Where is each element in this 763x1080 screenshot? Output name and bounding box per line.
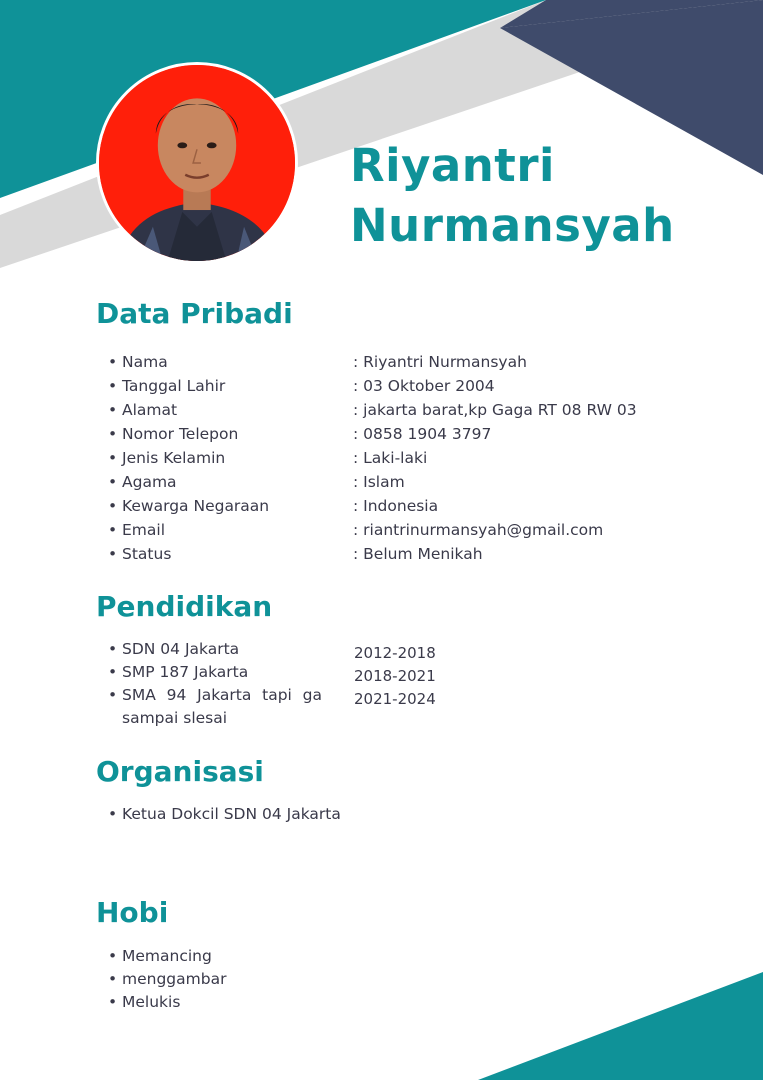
section-title-education: Pendidikan xyxy=(96,590,273,623)
personal-value-name: : Riyantri Nurmansyah xyxy=(353,353,527,371)
personal-value-address: : jakarta barat,kp Gaga RT 08 RW 03 xyxy=(353,401,637,419)
personal-value-birthdate: : 03 Oktober 2004 xyxy=(353,377,495,395)
personal-label-citizenship: • Kewarga Negaraan xyxy=(122,494,269,518)
education-year-smp: 2018-2021 xyxy=(354,667,436,685)
education-year-sd: 2012-2018 xyxy=(354,644,436,662)
person-illustration xyxy=(99,65,295,261)
section-title-personal: Data Pribadi xyxy=(96,297,293,330)
education-item-smp: • SMP 187 Jakarta xyxy=(122,661,322,684)
education-item-sd: • SDN 04 Jakarta xyxy=(122,638,322,661)
hobby-item: • Melukis xyxy=(122,990,180,1014)
personal-label-phone: • Nomor Telepon xyxy=(122,422,238,446)
personal-value-religion: : Islam xyxy=(353,473,405,491)
hobby-item: • menggambar xyxy=(122,967,226,991)
personal-label-status: • Status xyxy=(122,542,171,566)
personal-label-name: • Nama xyxy=(122,350,168,374)
education-item-sma: • SMA 94 Jakarta tapi ga sampai slesai xyxy=(122,684,322,730)
personal-value-status: : Belum Menikah xyxy=(353,545,483,563)
profile-photo xyxy=(96,62,298,264)
personal-value-email: : riantrinurmansyah@gmail.com xyxy=(353,521,604,539)
personal-value-citizenship: : Indonesia xyxy=(353,497,439,515)
full-name-heading xyxy=(350,136,675,256)
personal-value-gender: : Laki-laki xyxy=(353,449,428,467)
personal-label-email: • Email xyxy=(122,518,165,542)
last-name: Nurmansyah xyxy=(350,199,675,252)
education-year-sma: 2021-2024 xyxy=(354,690,436,708)
personal-label-religion: • Agama xyxy=(122,470,177,494)
bottom-teal-triangle xyxy=(478,972,763,1080)
personal-value-phone: : 0858 1904 3797 xyxy=(353,425,492,443)
organization-item: • Ketua Dokcil SDN 04 Jakarta xyxy=(122,802,341,826)
section-title-hobbies: Hobi xyxy=(96,896,169,929)
personal-label-gender: • Jenis Kelamin xyxy=(122,446,225,470)
hobby-item: • Memancing xyxy=(122,944,212,968)
section-title-organization: Organisasi xyxy=(96,755,264,788)
personal-label-birthdate: • Tanggal Lahir xyxy=(122,374,225,398)
first-name: Riyantri xyxy=(350,139,555,192)
personal-label-address: • Alamat xyxy=(122,398,177,422)
